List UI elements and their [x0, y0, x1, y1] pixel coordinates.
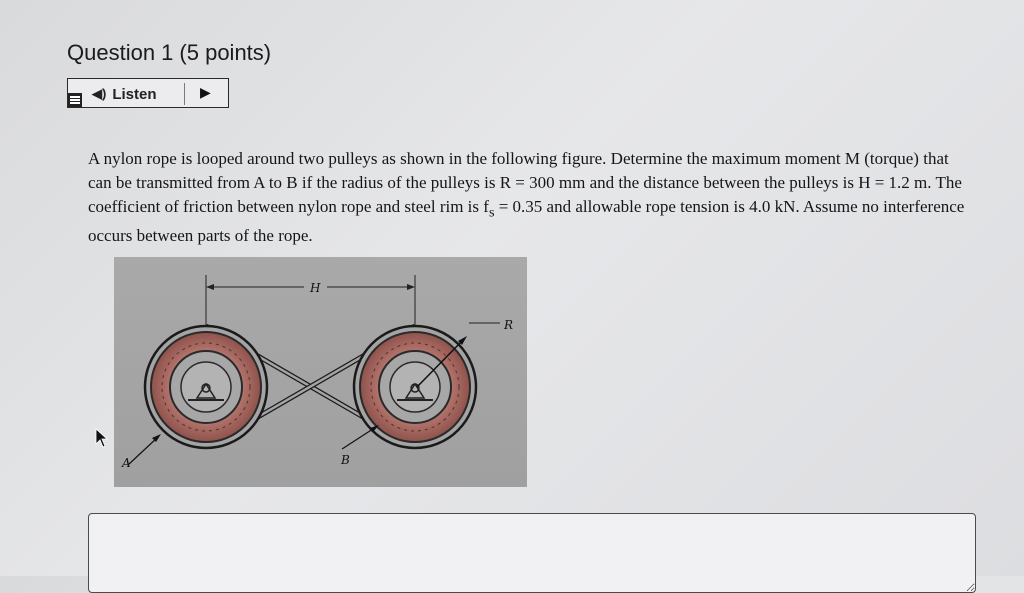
pulley-figure	[114, 257, 527, 487]
play-icon[interactable]: ▶	[200, 84, 211, 100]
listen-label: Listen	[112, 85, 157, 103]
question-points: (5 points)	[179, 40, 272, 65]
listen-toolbar	[67, 78, 229, 108]
point-b-label: B	[341, 453, 350, 467]
toolbar-divider	[184, 83, 185, 105]
question-body-end: = 0.35 and allowable rope tension is 4.0 kN. Assume no interference occurs between parts of the rope.	[88, 197, 965, 246]
dimension-h-label: H	[310, 281, 321, 295]
question-number: Question 1	[67, 40, 174, 65]
dimension-r-label: R	[504, 318, 514, 332]
question-body: A nylon rope is looped around two pulleys as shown in the following figure. Determine the maximum moment M (torque) that can be transmitted from A to B if the radius of the pulleys is R = 300 mm and the distance between the pulleys is H = 1.2 m. The coefficient of friction between nylon rope and steel rim is f	[88, 149, 962, 216]
speaker-icon: ◀)	[92, 86, 107, 101]
question-title	[67, 40, 271, 66]
question-text	[88, 147, 968, 248]
listen-button[interactable]	[92, 83, 157, 105]
menu-icon[interactable]	[68, 93, 82, 107]
answer-textarea[interactable]	[88, 513, 976, 593]
mouse-cursor-icon	[95, 428, 109, 453]
question-body-subscript: s	[488, 204, 495, 221]
point-a-label: A	[122, 456, 131, 470]
